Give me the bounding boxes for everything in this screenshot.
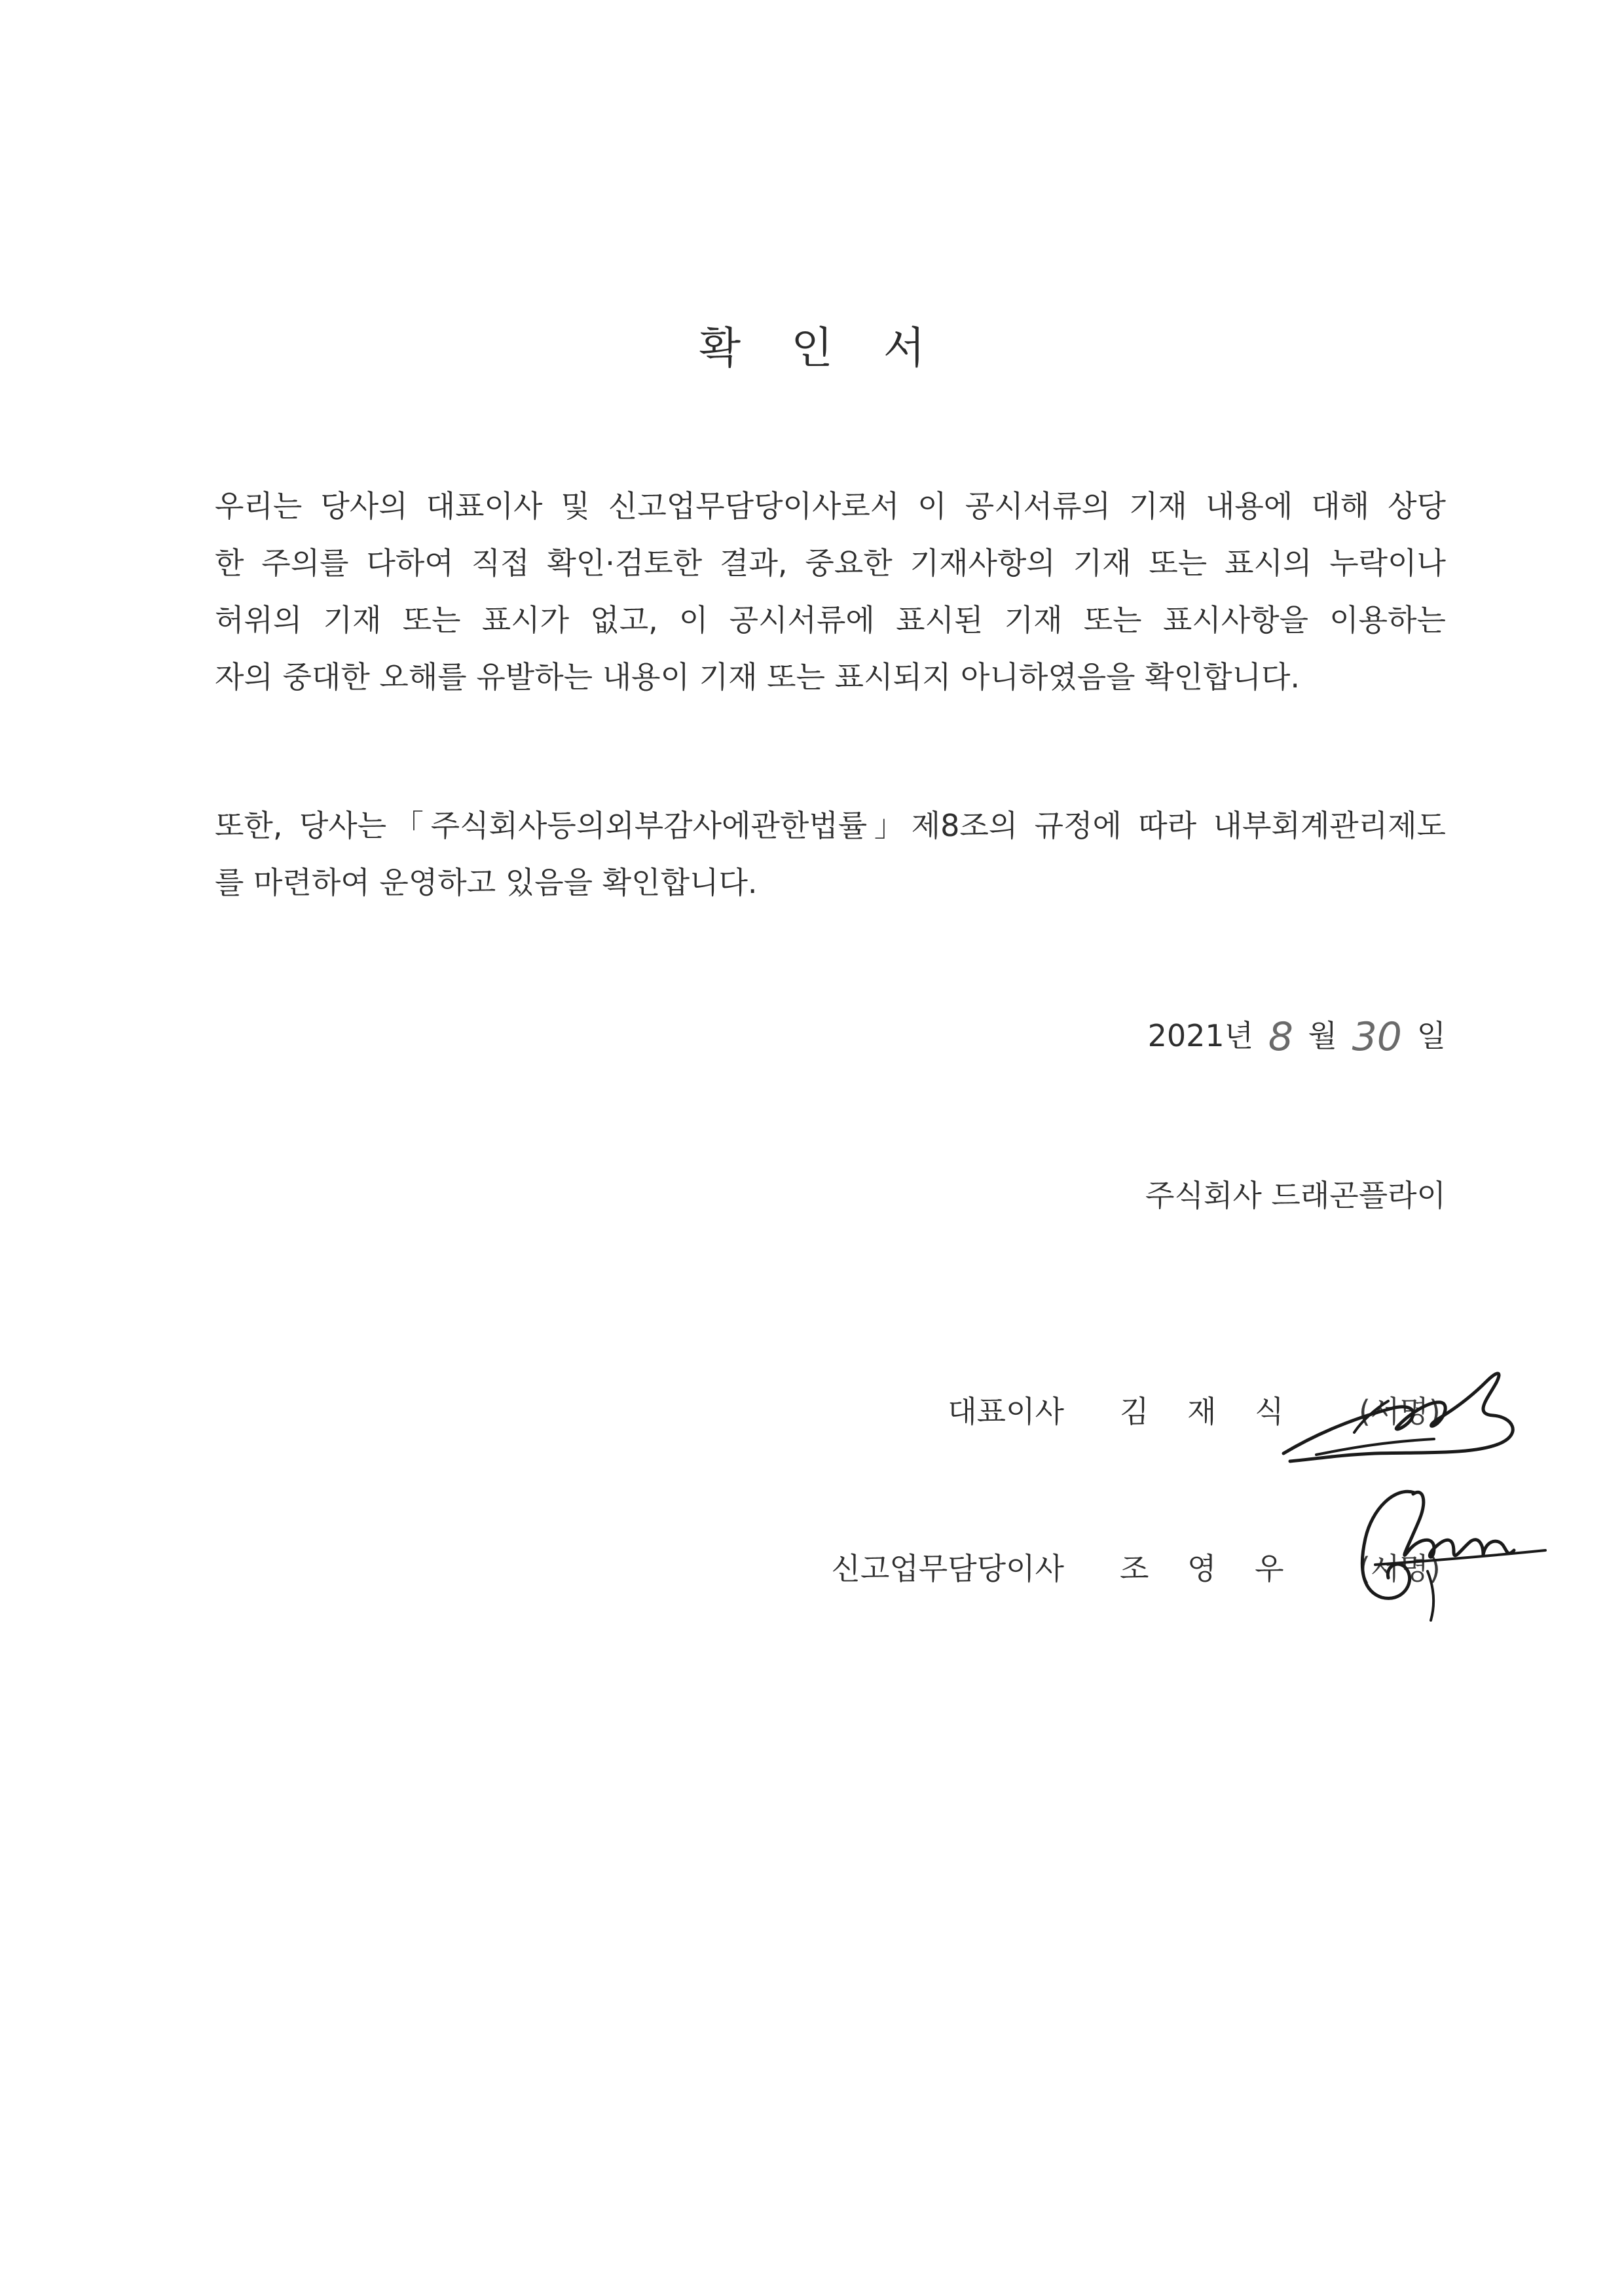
signatory-role: 대표이사 <box>948 1394 1064 1429</box>
signatory-role: 신고업무담당이사 <box>831 1551 1064 1586</box>
date-year: 2021년 <box>1147 1018 1254 1053</box>
internal-control-paragraph <box>215 797 1446 911</box>
paragraph-line: 를 마련하여 운영하고 있음을 확인합니다. <box>215 865 758 900</box>
date-day-handwritten: 30 <box>1352 1014 1402 1060</box>
date-month-handwritten: 8 <box>1268 1014 1293 1060</box>
paragraph-line: 허위의 기재 또는 표시가 없고, 이 공시서류에 표시된 기재 또는 표시사항을 이용하는 <box>215 602 1446 638</box>
date-day-suffix: 일 <box>1416 1018 1446 1053</box>
signature-label: (서명) <box>1359 1551 1441 1586</box>
paragraph-line: 우리는 당사의 대표이사 및 신고업무담당이사로서 이 공시서류의 기재 내용에 대해 상당 <box>215 488 1446 524</box>
paragraph-line: 또한, 당사는「주식회사등의외부감사에관한법률」제8조의 규정에 따라 내부회계관리제도 <box>215 808 1446 843</box>
signatory-row <box>0 1545 1624 1604</box>
signatory-row <box>0 1388 1624 1447</box>
date-month-suffix: 월 <box>1308 1018 1337 1053</box>
confirmation-paragraph <box>215 478 1446 706</box>
paragraph-line: 한 주의를 다하여 직접 확인·검토한 결과, 중요한 기재사항의 기재 또는 표시의 누락이나 <box>215 545 1446 581</box>
signature-label: (서명) <box>1359 1394 1441 1429</box>
signatory-name: 조 영 우 <box>1120 1551 1299 1586</box>
document-date <box>1148 1007 1446 1062</box>
company-name: 주식회사 드래곤플라이 <box>1145 1178 1446 1213</box>
document-title: 확 인 서 <box>699 323 944 373</box>
paragraph-line: 자의 중대한 오해를 유발하는 내용이 기재 또는 표시되지 아니하였음을 확인합니다. <box>215 659 1301 695</box>
signatory-name: 김 재 식 <box>1120 1394 1299 1429</box>
